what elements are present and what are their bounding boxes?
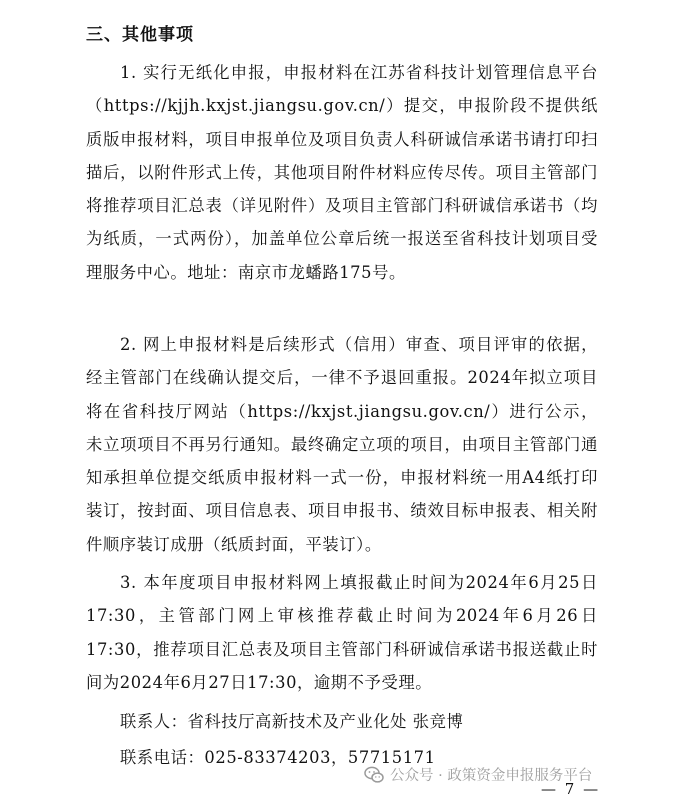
paragraph-1: 1. 实行无纸化申报，申报材料在江苏省科技计划管理信息平台（https://kjjh.kxjst.jiangsu.gov.cn/）提交，申报阶段不提供纸质版申报材料，项目申报单位及项目负责人科研诚信承诺书请打印扫描后，以附件形式上传，其他项目附件材料应传尽传。项目主管部门将推荐项目汇总表（详见附件）及项目主管部门科研诚信承诺书（均为纸质，一式两份），加盖单位公章后统一报送至省科技计划项目受理服务中心。地址：南京市龙蟠路175号。	[86, 63, 598, 282]
watermark-text: 公众号 · 政策资金申报服务平台	[390, 768, 593, 784]
contact-phone: 联系电话：025-83374203，57715171	[120, 748, 436, 767]
page-number: — 7 —	[541, 780, 601, 798]
wechat-icon	[364, 766, 384, 784]
paragraph-2: 2. 网上申报材料是后续形式（信用）审查、项目评审的依据，经主管部门在线确认提交后，一律不予退回重报。2024年拟立项目将在省科技厅网站（https://kxjst.jiangsu.gov.cn/）进行公示，未立项项目不再另行通知。最终确定立项的项目，由项目主管部门通知承担单位提交纸质申报材料一式一份，申报材料统一用A4纸打印装订，按封面、项目信息表、项目申报书、绩效目标申报表、相关附件顺序装订成册（纸质封面，平装订）。	[86, 335, 598, 554]
paragraph-3: 3. 本年度项目申报材料网上填报截止时间为2024年6月25日17:30，主管部门网上审核推荐截止时间为2024年6月26日17:30，推荐项目汇总表及项目主管部门科研诚信承诺书报送截止时间为2024年6月27日17:30，逾期不予受理。	[86, 573, 598, 692]
section-heading: 三、其他事项	[86, 25, 194, 45]
contact-person: 联系人：省科技厅高新技术及产业化处 张竞博	[120, 712, 464, 731]
